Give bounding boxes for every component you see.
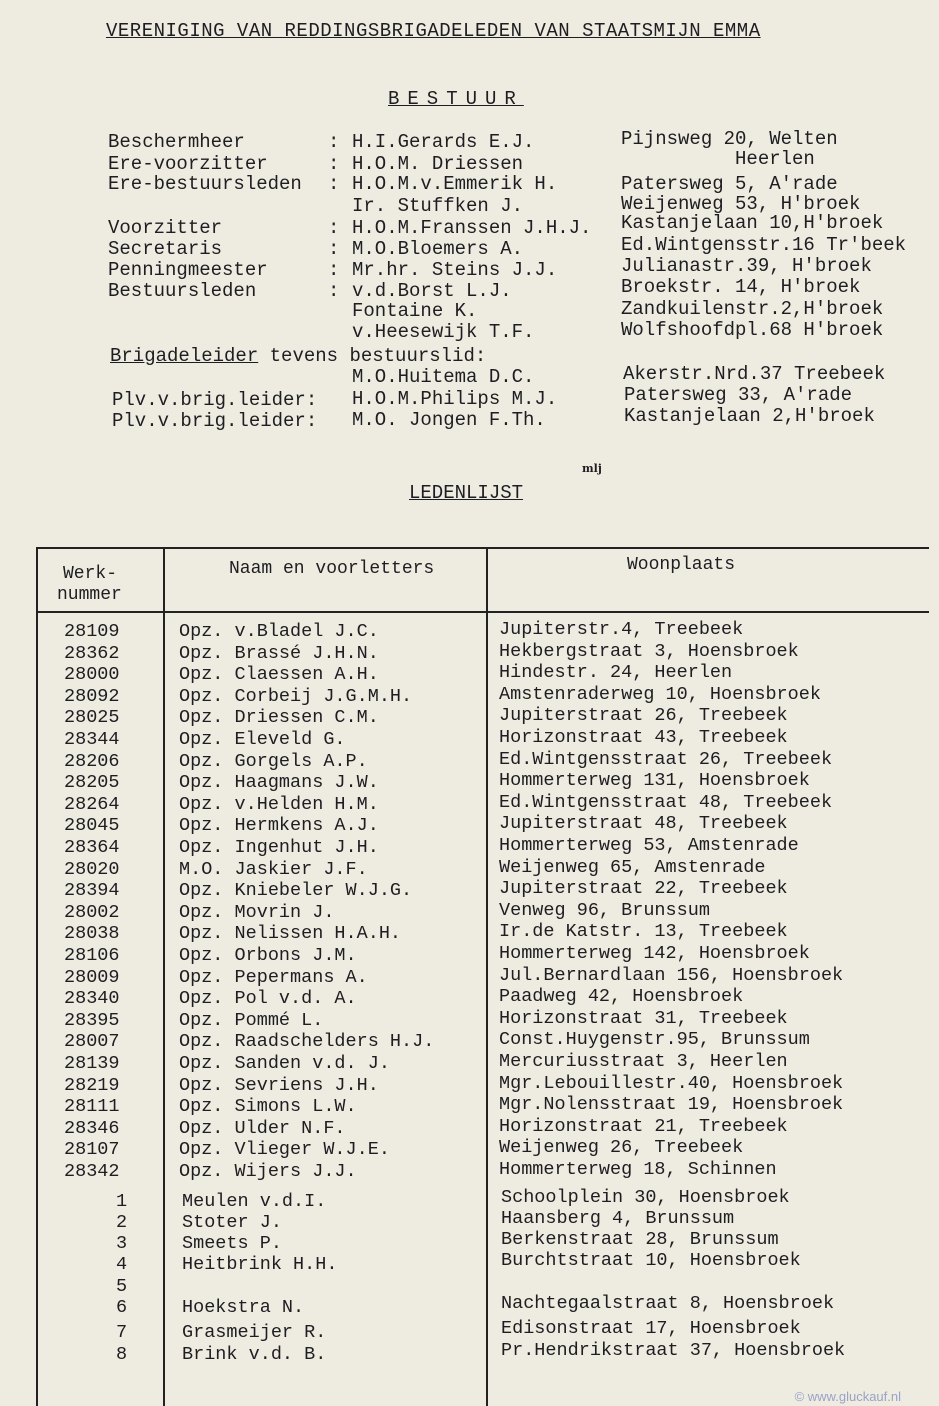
member-werknummer: 28009 bbox=[64, 966, 120, 988]
member-werknummer: 28106 bbox=[64, 945, 120, 966]
member-woonplaats: Mercuriusstraat 3, Heerlen bbox=[499, 1051, 788, 1072]
bestuur-role: Bestuursleden bbox=[108, 280, 257, 302]
member-woonplaats: Const.Huygenstr.95, Brunssum bbox=[499, 1029, 810, 1051]
member-woonplaats: Weijenweg 65, Amstenrade bbox=[499, 856, 766, 878]
member-naam: Opz. Sevriens J.H. bbox=[179, 1074, 379, 1096]
member-naam: M.O. Jaskier J.F. bbox=[179, 858, 368, 880]
member-werknummer: 28111 bbox=[64, 1096, 120, 1118]
member-woonplaats: Hommerterweg 53, Amstenrade bbox=[499, 835, 799, 856]
bestuur-name: H.O.M.v.Emmerik H. bbox=[352, 173, 558, 195]
member-werknummer: 28219 bbox=[64, 1074, 120, 1096]
stamp-mlj: mlj bbox=[582, 462, 602, 475]
brigadeleider-suffix: tevens bestuurslid: bbox=[258, 345, 487, 367]
member-woonplaats: Ir.de Katstr. 13, Treebeek bbox=[499, 921, 788, 943]
member-werknummer: 28025 bbox=[64, 707, 120, 729]
other-nummer: 5 bbox=[116, 1276, 128, 1297]
member-werknummer: 28107 bbox=[64, 1139, 120, 1161]
bestuur-name: v.d.Borst L.J. bbox=[352, 280, 512, 302]
bestuur-address: Wolfshoofdpl.68 H'broek bbox=[621, 319, 884, 341]
brigadeleider-name: M.O.Huitema D.C. bbox=[352, 366, 535, 388]
other-woonplaats: Haansberg 4, Brunssum bbox=[501, 1208, 735, 1229]
bestuur-address: Zandkuilenstr.2,H'broek bbox=[621, 298, 884, 320]
plv-name: M.O. Jongen F.Th. bbox=[352, 409, 546, 431]
other-naam: Meulen v.d.I. bbox=[182, 1191, 327, 1212]
bestuur-title: BESTUUR bbox=[388, 88, 524, 110]
member-naam: Opz. v.Helden H.M. bbox=[179, 793, 379, 815]
header-naam: Naam en voorletters bbox=[229, 559, 435, 579]
bestuur-address: Pijnsweg 20, Welten bbox=[621, 128, 838, 150]
member-naam: Opz. Ingenhut J.H. bbox=[179, 837, 379, 858]
bestuur-colon: : bbox=[328, 217, 340, 239]
table-divider-2 bbox=[486, 547, 488, 1406]
bestuur-address: Broekstr. 14, H'broek bbox=[621, 276, 861, 298]
bestuur-address: Ed.Wintgensstr.16 Tr'beek bbox=[621, 234, 907, 256]
member-naam: Opz. Vlieger W.J.E. bbox=[179, 1139, 390, 1161]
bestuur-role: Voorzitter bbox=[108, 217, 223, 239]
brigadeleider-address: Akerstr.Nrd.37 Treebeek bbox=[623, 363, 886, 385]
other-naam: Grasmeijer R. bbox=[182, 1322, 327, 1343]
member-naam: Opz. Haagmans J.W. bbox=[179, 772, 379, 794]
member-naam: Opz. Wijers J.J. bbox=[179, 1161, 357, 1182]
member-woonplaats: Hommerterweg 131, Hoensbroek bbox=[499, 770, 810, 792]
other-woonplaats: Nachtegaalstraat 8, Hoensbroek bbox=[501, 1293, 835, 1314]
plv-address: Patersweg 33, A'rade bbox=[624, 384, 853, 406]
bestuur-role: Ere-bestuursleden bbox=[108, 173, 302, 195]
member-werknummer: 28264 bbox=[64, 793, 120, 815]
member-werknummer: 28344 bbox=[64, 729, 120, 750]
bestuur-name: Ir. Stuffken J. bbox=[352, 195, 524, 217]
bestuur-colon: : bbox=[328, 153, 340, 175]
other-woonplaats: Pr.Hendrikstraat 37, Hoensbroek bbox=[501, 1340, 846, 1361]
member-werknummer: 28000 bbox=[64, 664, 120, 686]
member-naam: Opz. Nelissen H.A.H. bbox=[179, 923, 402, 945]
member-naam: Opz. Kniebeler W.J.G. bbox=[179, 880, 413, 902]
other-woonplaats: Burchtstraat 10, Hoensbroek bbox=[501, 1250, 801, 1271]
bestuur-role: Beschermheer bbox=[108, 131, 245, 153]
member-naam: Opz. Corbeij J.G.M.H. bbox=[179, 685, 413, 707]
member-woonplaats: Weijenweg 26, Treebeek bbox=[499, 1137, 744, 1159]
bestuur-name: Mr.hr. Steins J.J. bbox=[352, 259, 558, 281]
header-werknummer-2: nummer bbox=[57, 585, 122, 605]
member-woonplaats: Amstenraderweg 10, Hoensbroek bbox=[499, 683, 821, 705]
member-woonplaats: Ed.Wintgensstraat 48, Treebeek bbox=[499, 791, 833, 813]
brigadeleider-line bbox=[110, 345, 486, 367]
bestuur-name: H.O.M.Franssen J.H.J. bbox=[352, 217, 592, 239]
bestuur-address: Weijenweg 53, H'broek bbox=[621, 193, 861, 215]
member-naam: Opz. Hermkens A.J. bbox=[179, 815, 379, 837]
other-woonplaats: Schoolplein 30, Hoensbroek bbox=[501, 1187, 790, 1208]
member-woonplaats: Horizonstraat 43, Treebeek bbox=[499, 727, 788, 748]
other-woonplaats: Edisonstraat 17, Hoensbroek bbox=[501, 1318, 801, 1339]
other-nummer: 7 bbox=[116, 1322, 128, 1343]
other-naam: Stoter J. bbox=[182, 1212, 282, 1233]
other-nummer: 2 bbox=[116, 1212, 128, 1233]
member-woonplaats: Hommerterweg 18, Schinnen bbox=[499, 1159, 777, 1180]
member-woonplaats: Jupiterstraat 26, Treebeek bbox=[499, 705, 788, 727]
other-nummer: 8 bbox=[116, 1344, 128, 1365]
member-naam: Opz. Raadschelders H.J. bbox=[179, 1031, 435, 1053]
table-divider-1 bbox=[163, 547, 165, 1406]
member-woonplaats: Paadweg 42, Hoensbroek bbox=[499, 986, 744, 1008]
member-naam: Opz. Pol v.d. A. bbox=[179, 988, 357, 1010]
member-woonplaats: Jupiterstr.4, Treebeek bbox=[499, 619, 744, 640]
member-naam: Opz. Ulder N.F. bbox=[179, 1117, 346, 1139]
bestuur-colon: : bbox=[328, 131, 340, 153]
watermark: © www.gluckauf.nl bbox=[794, 1389, 901, 1404]
member-werknummer: 28092 bbox=[64, 685, 120, 707]
member-woonplaats: Jupiterstraat 48, Treebeek bbox=[499, 813, 788, 835]
member-naam: Opz. Pepermans A. bbox=[179, 966, 368, 988]
bestuur-address: Heerlen bbox=[621, 148, 815, 170]
member-woonplaats: Mgr.Nolensstraat 19, Hoensbroek bbox=[499, 1094, 844, 1116]
other-nummer: 4 bbox=[116, 1254, 128, 1275]
member-werknummer: 28342 bbox=[64, 1161, 120, 1182]
member-werknummer: 28007 bbox=[64, 1031, 120, 1053]
member-werknummer: 28020 bbox=[64, 858, 120, 880]
plv-name: H.O.M.Philips M.J. bbox=[352, 388, 558, 410]
member-naam: Opz. Eleveld G. bbox=[179, 729, 346, 750]
member-woonplaats: Hindestr. 24, Heerlen bbox=[499, 662, 733, 684]
plv-role: Plv.v.brig.leider: bbox=[112, 410, 318, 432]
other-nummer: 6 bbox=[116, 1297, 128, 1318]
member-werknummer: 28340 bbox=[64, 988, 120, 1010]
member-woonplaats: Mgr.Lebouillestr.40, Hoensbroek bbox=[499, 1072, 844, 1094]
other-naam: Brink v.d. B. bbox=[182, 1344, 327, 1365]
other-nummer: 1 bbox=[116, 1191, 128, 1212]
other-naam: Heitbrink H.H. bbox=[182, 1254, 338, 1275]
member-werknummer: 28394 bbox=[64, 880, 120, 902]
other-woonplaats: Berkenstraat 28, Brunssum bbox=[501, 1229, 779, 1250]
bestuur-name: H.I.Gerards E.J. bbox=[352, 131, 535, 153]
member-woonplaats: Hommerterweg 142, Hoensbroek bbox=[499, 943, 810, 964]
ledenlijst-title: LEDENLIJST bbox=[409, 482, 524, 504]
member-werknummer: 28002 bbox=[64, 901, 120, 923]
plv-address: Kastanjelaan 2,H'broek bbox=[624, 405, 875, 427]
bestuur-address: Kastanjelaan 10,H'broek bbox=[621, 212, 884, 234]
member-woonplaats: Horizonstraat 21, Treebeek bbox=[499, 1115, 788, 1137]
member-naam: Opz. Sanden v.d. J. bbox=[179, 1053, 390, 1074]
bestuur-address: Patersweg 5, A'rade bbox=[621, 173, 838, 195]
bestuur-name: M.O.Bloemers A. bbox=[352, 238, 524, 260]
member-werknummer: 28045 bbox=[64, 815, 120, 837]
member-woonplaats: Jupiterstraat 22, Treebeek bbox=[499, 878, 788, 900]
bestuur-colon: : bbox=[328, 280, 340, 302]
member-naam: Opz. Gorgels A.P. bbox=[179, 750, 368, 772]
bestuur-role: Ere-voorzitter bbox=[108, 153, 268, 175]
bestuur-colon: : bbox=[328, 238, 340, 260]
member-werknummer: 28395 bbox=[64, 1009, 120, 1031]
other-naam: Smeets P. bbox=[182, 1233, 282, 1254]
bestuur-address: Julianastr.39, H'broek bbox=[621, 255, 872, 277]
bestuur-colon: : bbox=[328, 259, 340, 281]
member-werknummer: 28362 bbox=[64, 642, 120, 664]
member-naam: Opz. Pommé L. bbox=[179, 1009, 324, 1031]
member-werknummer: 28109 bbox=[64, 621, 120, 642]
bestuur-name: H.O.M. Driessen bbox=[352, 153, 524, 175]
table-header-rule bbox=[36, 611, 929, 613]
member-werknummer: 28364 bbox=[64, 837, 120, 858]
table-left-border bbox=[36, 547, 38, 1406]
document-heading: VERENIGING VAN REDDINGSBRIGADELEDEN VAN STAATSMIJN EMMA bbox=[106, 20, 761, 42]
brigadeleider-label: Brigadeleider bbox=[110, 345, 259, 367]
member-werknummer: 28139 bbox=[64, 1053, 120, 1074]
member-werknummer: 28206 bbox=[64, 750, 120, 772]
member-naam: Opz. Simons L.W. bbox=[179, 1096, 357, 1118]
member-woonplaats: Jul.Bernardlaan 156, Hoensbroek bbox=[499, 964, 844, 986]
header-werknummer-1: Werk- bbox=[63, 564, 118, 584]
bestuur-name: Fontaine K. bbox=[352, 300, 478, 322]
member-naam: Opz. Orbons J.M. bbox=[179, 945, 357, 966]
bestuur-colon: : bbox=[328, 173, 340, 195]
member-werknummer: 28038 bbox=[64, 923, 120, 945]
plv-role: Plv.v.brig.leider: bbox=[112, 389, 318, 411]
other-naam: Hoekstra N. bbox=[182, 1297, 305, 1318]
bestuur-role: Penningmeester bbox=[108, 259, 268, 281]
header-woonplaats: Woonplaats bbox=[627, 555, 736, 575]
other-nummer: 3 bbox=[116, 1233, 128, 1254]
member-woonplaats: Horizonstraat 31, Treebeek bbox=[499, 1007, 788, 1029]
member-werknummer: 28346 bbox=[64, 1117, 120, 1139]
member-naam: Opz. Brassé J.H.N. bbox=[179, 642, 379, 664]
member-naam: Opz. v.Bladel J.C. bbox=[179, 621, 379, 642]
table-top-border bbox=[36, 547, 929, 549]
member-werknummer: 28205 bbox=[64, 772, 120, 794]
member-woonplaats: Venweg 96, Brunssum bbox=[499, 899, 710, 921]
member-woonplaats: Hekbergstraat 3, Hoensbroek bbox=[499, 640, 799, 662]
bestuur-role: Secretaris bbox=[108, 238, 223, 260]
member-naam: Opz. Movrin J. bbox=[179, 901, 335, 923]
member-naam: Opz. Claessen A.H. bbox=[179, 664, 379, 686]
member-naam: Opz. Driessen C.M. bbox=[179, 707, 379, 729]
member-woonplaats: Ed.Wintgensstraat 26, Treebeek bbox=[499, 748, 833, 770]
bestuur-name: v.Heesewijk T.F. bbox=[352, 321, 535, 343]
